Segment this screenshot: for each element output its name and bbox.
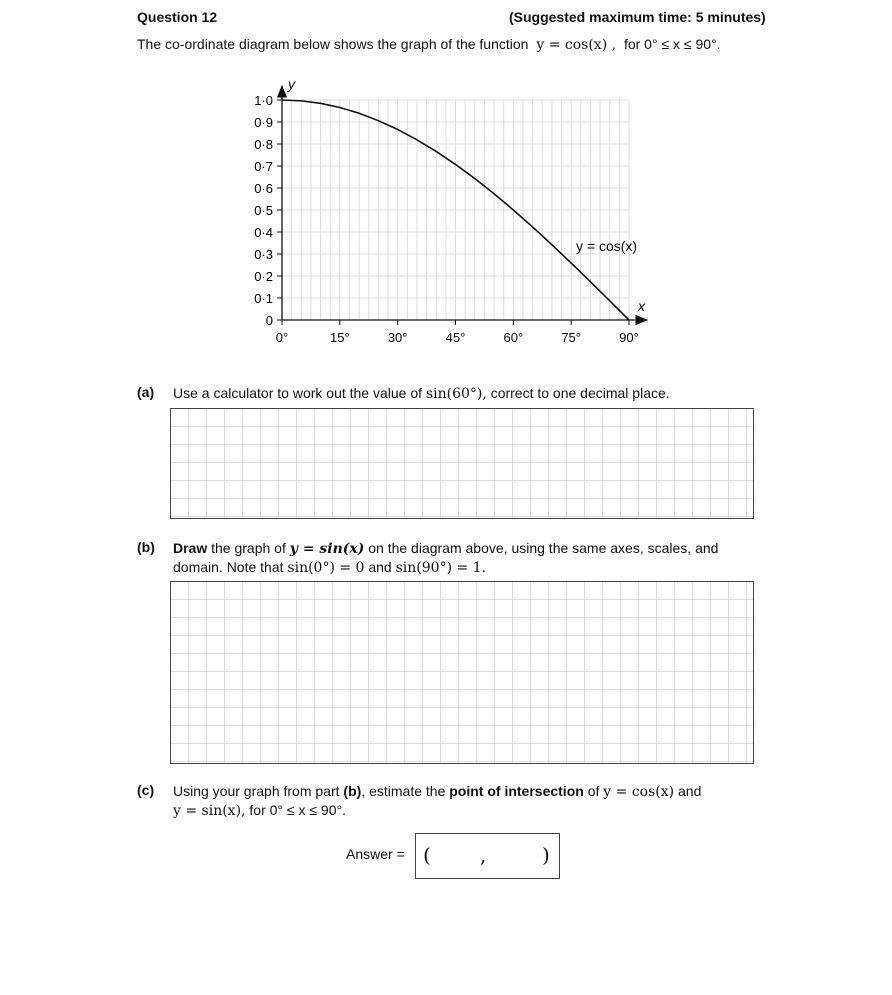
y-tick-label: 1·0 [254, 93, 273, 108]
part-a-sentence: Use a calculator to work out the value of [173, 385, 423, 401]
answer-open-paren: ( [423, 843, 431, 867]
part-b-sentence-2: on the diagram above, using the same axes, scales, and [368, 540, 719, 556]
answer-close-paren: ) [542, 843, 550, 867]
part-c-bold-1: (b) [343, 783, 362, 799]
part-a-math: sin(60°), [425, 386, 487, 402]
answer-box[interactable] [415, 833, 560, 879]
y-tick-label: 0·2 [254, 269, 273, 284]
part-b-sentence-1: the graph of [211, 540, 286, 556]
y-tick-label: 0·1 [254, 291, 273, 306]
x-tick-label: 60° [503, 330, 524, 345]
part-c-math-1: y = cos(x) [603, 784, 675, 800]
part-b-line2: domain. Note that [173, 559, 284, 575]
y-axis-label: y [288, 76, 295, 92]
intro-sentence: The co-ordinate diagram below shows the graph of the function [137, 36, 529, 52]
intro-function: y = cos(x) , [536, 37, 617, 53]
part-c-sentence-3: of [587, 783, 600, 799]
part-c-sentence-1: Using your graph from part [173, 783, 340, 799]
part-a-answer-grid[interactable] [170, 408, 754, 519]
suggested-time: (Suggested maximum time: 5 minutes) [509, 9, 766, 25]
part-c-text [173, 782, 701, 820]
x-tick-label: 30° [387, 330, 408, 345]
cosine-chart [0, 0, 892, 380]
answer-label: Answer = [346, 846, 405, 862]
x-tick-label: 15° [329, 330, 350, 345]
part-c-bold-2: point of intersection [449, 783, 584, 799]
part-c-sentence-2: , estimate the [361, 783, 446, 799]
chart-grid [282, 100, 629, 320]
part-c-and: and [678, 783, 702, 799]
part-b-math-2: sin(0°) = 0 [287, 560, 365, 576]
x-tick-label: 0° [275, 330, 289, 345]
part-b-answer-grid[interactable] [170, 581, 754, 764]
x-tick-label: 90° [619, 330, 639, 345]
part-b-label: (b) [137, 539, 155, 555]
question-number: Question 12 [137, 9, 218, 25]
part-b-text [173, 539, 718, 577]
y-tick-label: 0·4 [254, 225, 273, 240]
part-b-math: y = sin(x) [289, 541, 365, 557]
x-tick-label: 75° [561, 330, 582, 345]
chart-axes [282, 86, 647, 320]
intro-domain: for 0° ≤ x ≤ 90°. [623, 36, 721, 52]
part-b-and: and [368, 559, 392, 575]
y-tick-label: 0·7 [254, 159, 273, 174]
y-tick-label: 0·5 [254, 203, 273, 218]
series-label-cos: y = cos(x) [576, 238, 638, 254]
y-tick-label: 0·6 [254, 181, 273, 196]
answer-comma: , [480, 843, 487, 867]
part-c-domain: for 0° ≤ x ≤ 90°. [249, 802, 346, 818]
x-axis-label: x [638, 298, 645, 314]
x-tick-label: 45° [445, 330, 466, 345]
y-tick-label: 0·9 [254, 115, 273, 130]
part-a-label: (a) [137, 384, 155, 400]
y-tick-label: 0 [265, 313, 273, 328]
part-b-math-3: sin(90°) = 1. [395, 560, 487, 576]
part-a-text [173, 384, 670, 403]
part-c-label: (c) [137, 782, 155, 798]
part-c-math-2: y = sin(x), [173, 803, 246, 819]
part-a-sentence-2: correct to one decimal place. [490, 385, 670, 401]
y-tick-label: 0·3 [254, 247, 273, 262]
part-b-bold: Draw [173, 540, 208, 556]
y-tick-label: 0·8 [254, 137, 273, 152]
